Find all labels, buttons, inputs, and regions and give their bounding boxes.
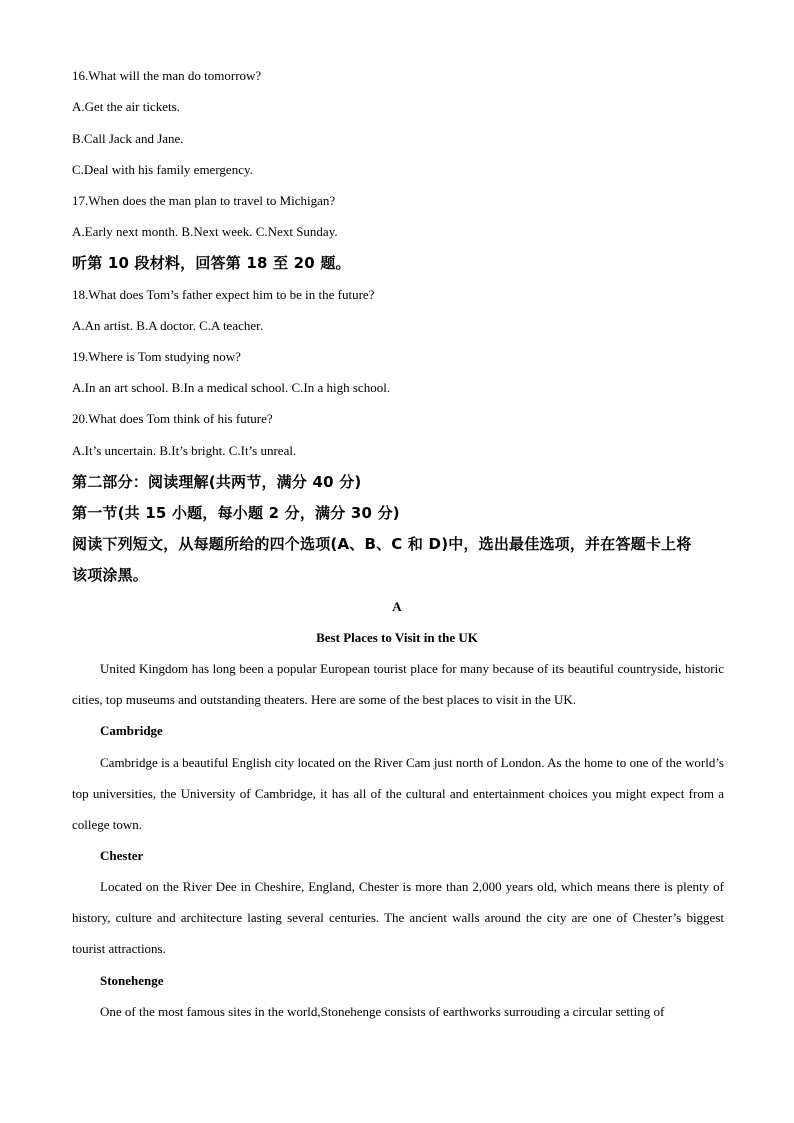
passage-title: Best Places to Visit in the UK — [316, 630, 478, 645]
q19-question: 19.Where is Tom studying now? — [72, 349, 241, 364]
q20-question: 20.What does Tom think of his future? — [72, 411, 273, 426]
q16-option-c: C.Deal with his family emergency. — [72, 162, 253, 177]
chester-heading: Chester — [100, 848, 144, 863]
section-one-title: 第一节(共 15 小题，每小题 2 分，满分 30 分) — [72, 504, 400, 522]
stonehenge-text: One of the most famous sites in the world,Stonehenge consists of earthworks surrouding a circular setting of — [100, 1004, 665, 1019]
q17-options: A.Early next month. B.Next week. C.Next Sunday. — [72, 224, 338, 239]
q16-question: 16.What will the man do tomorrow? — [72, 68, 262, 83]
cambridge-heading: Cambridge — [100, 723, 163, 738]
q18-question: 18.What does Tom’s father expect him to be in the future? — [72, 287, 375, 302]
q16-option-b: B.Call Jack and Jane. — [72, 131, 184, 146]
q16-option-a: A.Get the air tickets. — [72, 99, 180, 114]
part-two-title: 第二部分：阅读理解(共两节，满分 40 分) — [72, 473, 362, 491]
q20-options: A.It’s uncertain. B.It’s bright. C.It’s unreal. — [72, 443, 297, 458]
chester-text: Located on the River Dee in Cheshire, England, Chester is more than 2,000 years old, which means there is plenty of history, culture and architecture lasting several centuries. The ancient walls around the city are one of Chester’s biggest tourist attractions. — [72, 879, 724, 956]
q18-options: A.An artist. B.A doctor. C.A teacher. — [72, 318, 264, 333]
reading-instruction-line1: 阅读下列短文，从每题所给的四个选项(A、B、C 和 D)中，选出最佳选项，并在答题卡上将 — [72, 535, 692, 553]
section10-instruction: 听第 10 段材料，回答第 18 至 20 题。 — [72, 254, 351, 272]
passage-intro: United Kingdom has long been a popular European tourist place for many because of its beautiful countryside, historic cities, top museums and outstanding theaters. Here are some of the best places to visit in the UK. — [72, 661, 724, 707]
stonehenge-heading: Stonehenge — [100, 973, 164, 988]
passage-label: A — [392, 599, 402, 614]
cambridge-text: Cambridge is a beautiful English city located on the River Cam just north of London. As the home to one of the world’s top universities, the University of Cambridge, it has all of the cultural and entertainment choices you might expect from a college town. — [72, 755, 724, 832]
q19-options: A.In an art school. B.In a medical school. C.In a high school. — [72, 380, 391, 395]
q17-question: 17.When does the man plan to travel to Michigan? — [72, 193, 336, 208]
reading-instruction-line2: 该项涂黑。 — [72, 566, 149, 584]
